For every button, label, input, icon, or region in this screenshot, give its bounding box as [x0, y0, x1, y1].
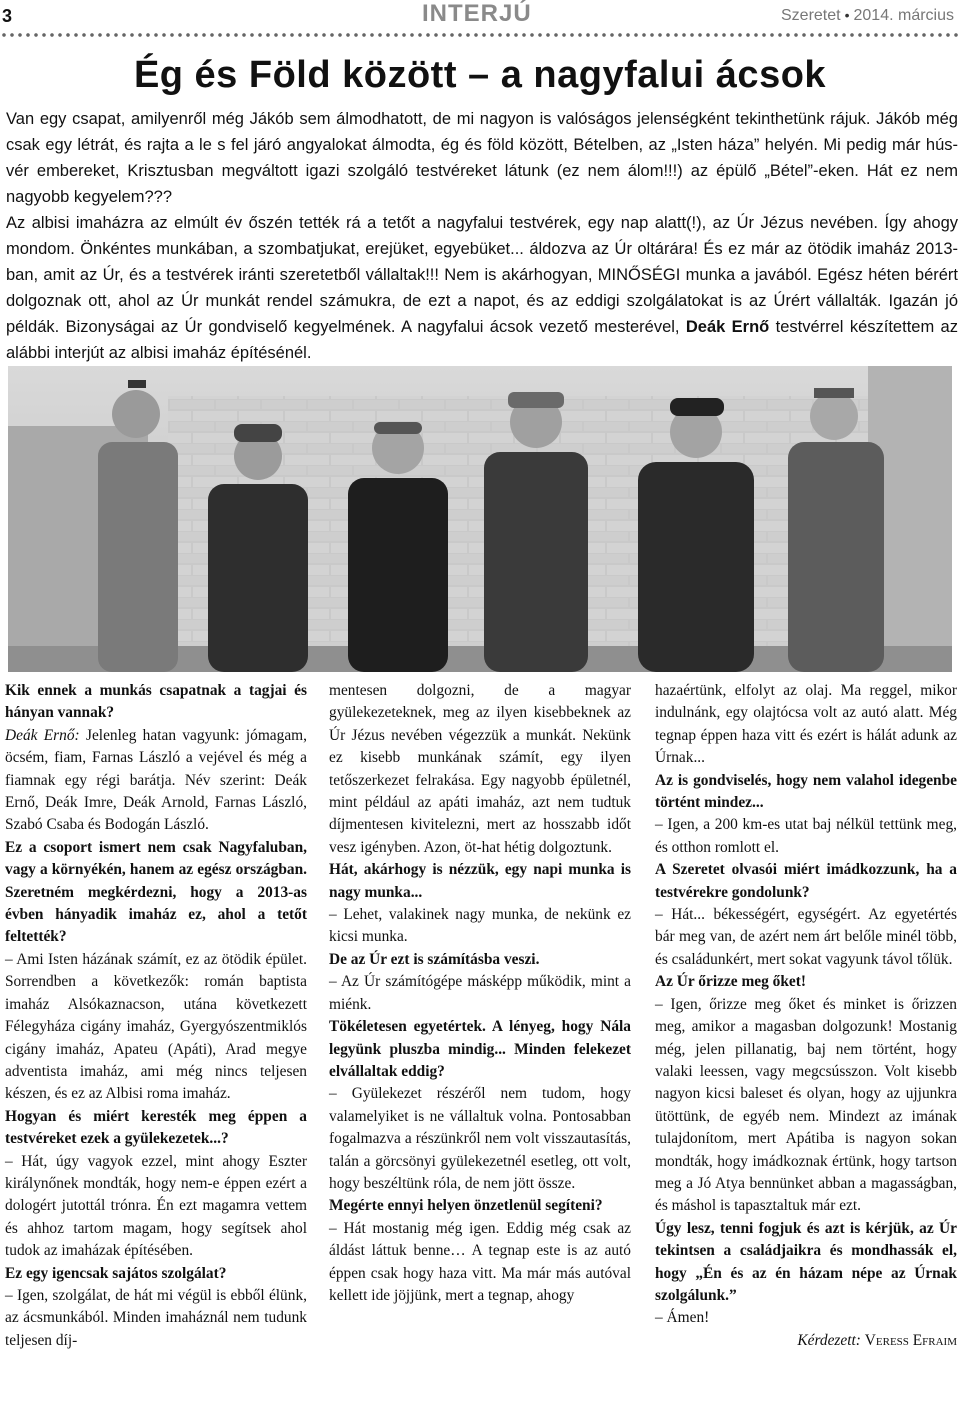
- speaker-name: Deák Ernő:: [5, 726, 80, 744]
- article-lead: [6, 106, 958, 366]
- article-title: Ég és Föld között – a nagyfalui ácsok: [133, 54, 827, 96]
- column-3: [655, 680, 957, 1352]
- lead-paragraph-1: Van egy csapat, amilyenről még Jákób sem álmodhatott, de mi nagyon is valóságos jelenségként tekinthetünk rájuk. Jákób még csak egy létrát, és rajta a le s fel járó angyalokat álmodta, ég és föld között, Bételben, az „Isten háza” helyén. Mi pedig már hús-vér embereket, Krisztusban megváltott igazi szolgáló testvéreket látunk (ez nem álom!!!) az épülő „Bétel”-eken. Hát ez nem nagyobb kegyelem???: [6, 110, 958, 206]
- question: Hát, akárhogy is nézzük, egy napi munka is nagy munka...: [329, 861, 631, 901]
- dotted-divider: [0, 32, 960, 38]
- bullet-separator: •: [844, 7, 850, 23]
- question: A Szeretet olvasói miért imádkozzunk, ha a testvérekre gondolunk?: [655, 861, 957, 901]
- section-title: INTERJÚ: [422, 0, 532, 27]
- issue-date: 2014. március: [853, 7, 954, 24]
- question: Ez a csoport ismert nem csak Nagyfaluban, vagy a környékén, hanem az egész országban. Szeretném megkérdezni, hogy a 2013-as évben hányadik imaház ez, ahol a tetőt feltették?: [5, 838, 307, 946]
- answer: hazaértünk, elfolyt az olaj. Ma reggel, mikor indulnánk, egy olajtócsa volt az autó alatt. Még tegnap éppen haza vitt és ezért is hálát adunk az Úrnak...: [655, 682, 957, 767]
- answer: – Hát mostanig még igen. Eddig még csak az áldást láttuk benne… A tegnap este is az autó éppen csak hogy haza vitt. Ma már más autóval kellett ide jöjjünk, mert a tegnap, ahogy: [329, 1219, 631, 1304]
- question: Kik ennek a munkás csapatnak a tagjai és hányan vannak?: [5, 682, 307, 722]
- question: De az Úr ezt is számításba veszi.: [329, 950, 540, 968]
- lead-paragraph-2: Az albisi imaházra az elmúlt év őszén tették rá a tetőt a nagyfalui testvérek, egy nap alatt(!), az Úr Jézus nevében. Így ahogy mondom. Önkéntes munkában, a szombatjukat, erejüket, egyebüket... áldozva az Úr oltárára! És ez már az ötödik imaház 2013-ban, amit az Úr, és a testvérek iránti szeretetből vállaltak!!! Nem is akárhogyan, MINŐSÉGI munka a javából. Egész héten bérért dolgoznak ott, ahol az Úr munkát rendel számukra, de ezt a napot, és az eddigi szolgálatokat is az Úrért vállalták. Igazán jó példák. Bizonyságai az Úr gondviselő kegyelmének. A nagyfalui ácsok vezető mesterével, Deák Ernő testvérrel készítettem az alábbi interjút az albisi imaház építésénél.: [6, 214, 958, 362]
- byline-label: Kérdezett:: [797, 1331, 861, 1349]
- group-photo: [8, 366, 952, 672]
- interviewee-name: Deák Ernő: [685, 318, 770, 336]
- column-2: [329, 680, 631, 1307]
- answer: – Az Úr számítógépe másképp működik, mint a miénk.: [329, 973, 631, 1013]
- page-number: 3: [2, 6, 13, 26]
- answer: mentesen dolgozni, de a magyar gyülekezeteknek, meg az ilyen kisebbeknek az Úr Jézus nevében végezzük a munkát. Nekünk ez kisebb munkának számít, egy ilyen tetőszerkezet felrakása. Egy nagyobb épületnél, mint például az apáti imaház, azt nem tudtuk díjmentesen kivitelezni, mert az hosszabb időt vesz igényben. Azon, öt-hat hétig dolgoztunk.: [329, 682, 631, 856]
- answer: – Igen, szolgálat, de hát mi végül is ebből élünk, az ácsmunkából. Minden imaháznál nem tudunk teljesen díj-: [5, 1286, 307, 1349]
- answer: – Gyülekezet részéről nem tudom, hogy valamelyiket is ne vállaltuk volna. Pontosabban fogalmazva a részünkről nem volt visszautasítás, talán a görcsönyi gyülekezetnél esetleg, ott volt, hogy beszéltünk róla, de nem jött össze.: [329, 1085, 631, 1192]
- column-1: [5, 680, 307, 1352]
- question: Az Úr őrizze meg őket!: [655, 973, 806, 991]
- answer: – Igen, a 200 km-es utat baj nélkül tettünk meg, és otthon romlott el.: [655, 816, 957, 856]
- issue-info: [781, 7, 954, 25]
- answer: – Igen, őrizze meg őket és minket is őrizzen meg, amikor a magasban dolgozunk! Mostanig még, jelen pillanatig, baj nem történt, hogy valaki leessen, vagy megcsússzon. Volt kisebb nagyon kicsi baleset és olyan, hogy az ujjunkra ütöttünk, de egyéb nem. Mindezt az imának tulajdonítom, mert Apátiba is nagyon sokan mondták, hogy imádkoznak értünk, hogy tartson meg a Jó Atya bennünket abban a magasságban, és máshol is tapasztaltuk már ezt.: [655, 995, 957, 1215]
- answer: – Ami Isten házának számít, ez az ötödik épület. Sorrendben a következők: román baptista imaház Alsókaznacson, utána következett Félegyháza cigány imaház, Gyergyószentmiklós cigány imaház, Apateu (Apáti), Arad megye adventista imaház, ami még nincs teljesen készen, és ez az Albisi roma imaház.: [5, 950, 307, 1103]
- question: Úgy lesz, tenni fogjuk és azt is kérjük, az Úr tekintsen a családjaikra és mondhassák el, hogy „Én és az én házam népe az Úrnak szolgálunk.”: [655, 1219, 957, 1304]
- question: Ez egy igencsak sajátos szolgálat?: [5, 1264, 227, 1282]
- question: Hogyan és miért keresték meg éppen a testvéreket ezek a gyülekezetek...?: [5, 1107, 307, 1148]
- question: Megérte ennyi helyen önzetlenül segíteni?: [329, 1197, 603, 1215]
- question: Az is gondviselés, hogy nem valahol idegenbe történt mindez...: [655, 771, 957, 812]
- publication-name: Szeretet: [781, 7, 841, 24]
- byline: [655, 1330, 957, 1352]
- answer: – Lehet, valakinek nagy munka, de nekünk ez kicsi munka.: [329, 906, 631, 946]
- author-name: Veress Efraim: [864, 1331, 957, 1349]
- answer: – Hát... békességért, egységért. Az egyetértés bár meg van, de azért nem árt belőle minél több, és családunkért, mert sokat vagyunk távol tőlük.: [655, 906, 957, 968]
- page-header: [0, 0, 960, 34]
- question: Tökéletesen egyetértek. A lényeg, hogy Nála legyünk pluszba mindig... Minden felekezet elvállaltak eddig?: [329, 1018, 631, 1080]
- answer: – Ámen!: [655, 1309, 710, 1327]
- answer: Deák Ernő: Jelenleg hatan vagyunk: jómagam, öcsém, fiam, Farnas László a vejével és még a fiamnak egy régi barátja. Név szerint: Deák Ernő, Deák Imre, Deák Arnold, Farnas László, Szabó Csaba és Bodogán László.: [5, 726, 307, 834]
- interview-body: [0, 680, 960, 1405]
- answer: – Hát, úgy vagyok ezzel, mint ahogy Eszter királynőnek mondták, hogy nem-e éppen ezért a dologért jutottál trónra. Én ezt magamra vettem és ahhoz tartom magam, hogy segítsek ahol tudok az imaházak építésében.: [5, 1152, 307, 1260]
